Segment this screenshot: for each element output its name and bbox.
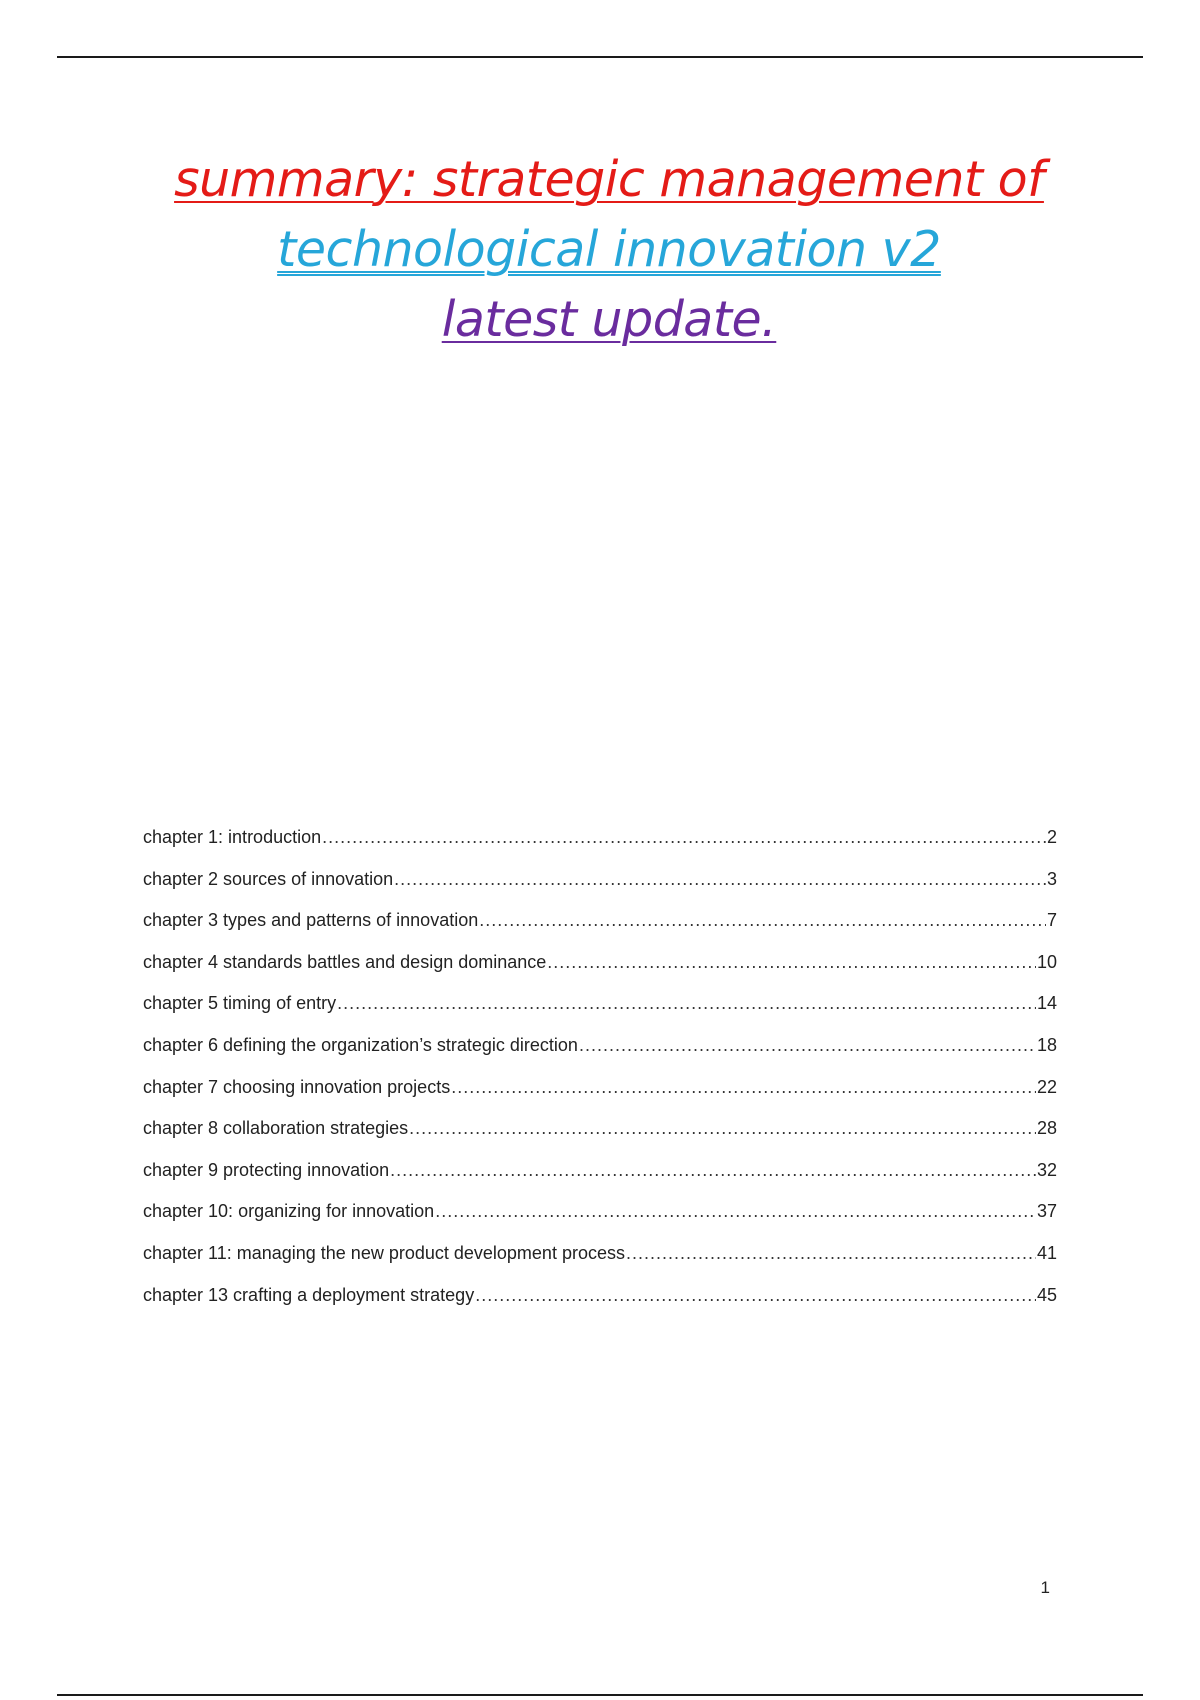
toc-entry[interactable] [143, 869, 1057, 911]
toc-entry-title: chapter 11: managing the new product development process [143, 1242, 625, 1263]
toc-entry-page: 32 [1036, 1159, 1057, 1180]
toc-dot-leader [337, 993, 1036, 1014]
toc-entry-page: 3 [1046, 868, 1057, 889]
toc-entry-page: 22 [1036, 1076, 1057, 1097]
footer-rule [57, 1694, 1143, 1696]
title-line-2 [0, 215, 1200, 285]
title-line-1 [0, 145, 1200, 215]
toc-dot-leader [451, 1077, 1036, 1098]
toc-entry-title: chapter 7 choosing innovation projects [143, 1076, 451, 1097]
toc-dot-leader [409, 1118, 1036, 1139]
toc-dot-leader [435, 1201, 1036, 1222]
page-number: 1 [1040, 1578, 1050, 1597]
toc-dot-leader [475, 1285, 1036, 1306]
toc-entry[interactable] [143, 1243, 1057, 1285]
toc-entry-title: chapter 2 sources of innovation [143, 868, 394, 889]
toc-entry-title: chapter 9 protecting innovation [143, 1159, 390, 1180]
toc-dot-leader [626, 1243, 1036, 1264]
toc-dot-leader [390, 1160, 1036, 1181]
toc-entry-title: chapter 3 types and patterns of innovation [143, 910, 479, 931]
toc-entry[interactable] [143, 910, 1057, 952]
toc-dot-leader [547, 952, 1036, 973]
toc-entry-page: 41 [1036, 1242, 1057, 1263]
toc-entry-title: chapter 13 crafting a deployment strategy [143, 1284, 475, 1305]
toc-entry-page: 28 [1036, 1118, 1057, 1139]
toc-entry-title: chapter 6 defining the organization’s strategic direction [143, 1034, 578, 1055]
toc-dot-leader [394, 869, 1046, 890]
toc-entry-title: chapter 8 collaboration strategies [143, 1118, 409, 1139]
toc-entry[interactable] [143, 1285, 1057, 1327]
toc-dot-leader [579, 1035, 1036, 1056]
title-line-3 [0, 285, 1200, 355]
toc-entry[interactable] [143, 827, 1057, 869]
toc-entry-page: 45 [1036, 1284, 1057, 1305]
toc-entry-page: 37 [1036, 1201, 1057, 1222]
title-line-3-text: latest update. [441, 291, 777, 348]
toc-entry[interactable] [143, 1118, 1057, 1160]
table-of-contents [143, 827, 1057, 1326]
toc-entry[interactable] [143, 952, 1057, 994]
toc-entry-page: 2 [1046, 827, 1057, 847]
header-rule [57, 56, 1143, 58]
document-title [0, 145, 1200, 355]
toc-entry[interactable] [143, 1035, 1057, 1077]
toc-entry-page: 18 [1036, 1034, 1057, 1055]
toc-entry[interactable] [143, 993, 1057, 1035]
toc-dot-leader [322, 827, 1046, 848]
toc-entry-title: chapter 1: introduction [143, 827, 322, 847]
toc-entry-title: chapter 10: organizing for innovation [143, 1201, 435, 1222]
toc-entry[interactable] [143, 1201, 1057, 1243]
toc-entry[interactable] [143, 1077, 1057, 1119]
title-line-1-text: summary: strategic management of [174, 151, 1044, 208]
toc-entry-page: 14 [1036, 993, 1057, 1014]
toc-dot-leader [479, 910, 1046, 931]
toc-entry-page: 7 [1046, 910, 1057, 931]
toc-entry-title: chapter 5 timing of entry [143, 993, 337, 1014]
toc-entry-page: 10 [1036, 951, 1057, 972]
title-line-2-text: technological innovation v2 [277, 221, 941, 278]
toc-entry[interactable] [143, 1160, 1057, 1202]
toc-entry-title: chapter 4 standards battles and design dominance [143, 951, 547, 972]
